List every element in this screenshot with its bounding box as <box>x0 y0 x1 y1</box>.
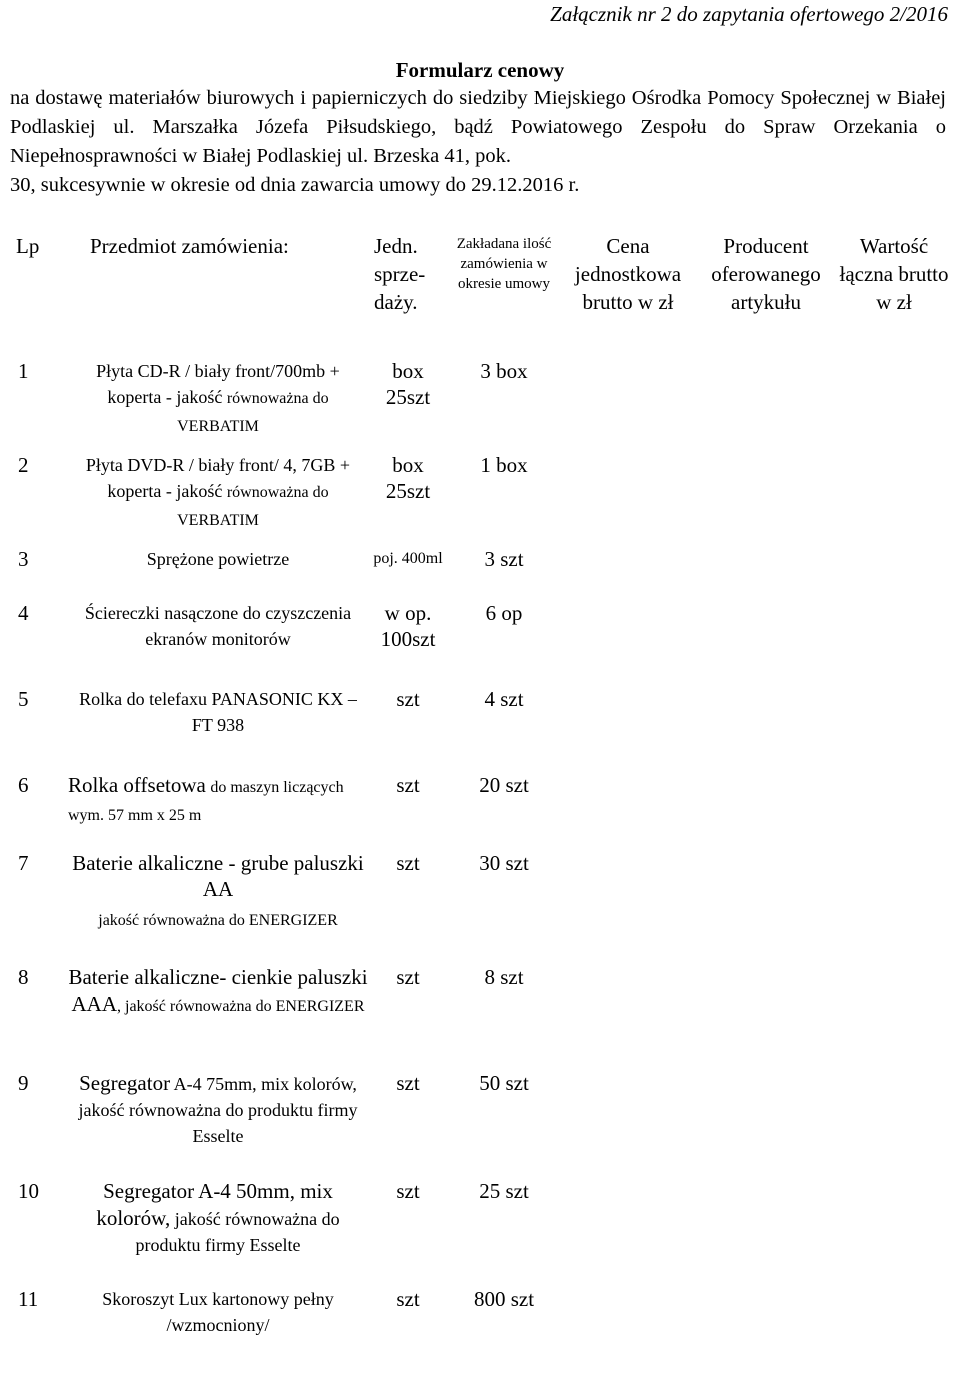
row-item <box>68 1286 368 1362</box>
row-qty: 8 szt <box>484 965 524 989</box>
row-qty: 4 szt <box>484 687 524 711</box>
table-row <box>8 600 952 686</box>
row-item-main: Rolka offsetowa <box>68 773 206 797</box>
row-qty: 30 szt <box>479 851 529 875</box>
row-producer[interactable] <box>696 850 836 964</box>
table-row <box>8 546 952 600</box>
row-total[interactable] <box>836 964 952 1070</box>
row-total[interactable] <box>836 686 952 772</box>
row-unit: szt <box>396 687 420 711</box>
row-item-main: Sprężone powietrze <box>146 549 290 569</box>
row-item-extra: jakość równoważna do produktu firmy Esselte <box>135 1209 340 1255</box>
row-price[interactable] <box>560 546 696 600</box>
table-row <box>8 358 952 452</box>
table-row <box>8 964 952 1070</box>
intro-text: na dostawę materiałów biurowych i papierniczych do siedziby Miejskiego Ośrodka Pomocy Społecznej w Białej Podlaskiej ul. Marszałka Józefa Piłsudskiego, bądź Powiatowego Zespołu do Spraw Orzekania o Niepełnosprawności w Białej Podlaskiej ul. Brzeska 41, pok. <box>10 87 946 167</box>
row-item-extra: równoważna do VERBATIM <box>177 484 329 529</box>
row-lp: 7 <box>18 851 29 875</box>
row-item-extra: równoważna do VERBATIM <box>177 390 329 435</box>
row-price[interactable] <box>560 772 696 850</box>
row-total[interactable] <box>836 600 952 686</box>
col-header-price: Cena jednostkowa brutto w zł <box>574 234 682 314</box>
row-item <box>68 546 368 600</box>
row-price[interactable] <box>560 358 696 452</box>
col-header-unit: Jedn. sprze-daży. <box>374 234 426 314</box>
row-item-main: Baterie alkaliczne- cienkie paluszki AAA <box>68 965 368 1016</box>
row-item <box>68 964 368 1070</box>
row-qty: 6 op <box>485 601 523 625</box>
row-unit: szt <box>396 851 420 875</box>
row-producer[interactable] <box>696 452 836 546</box>
table-row <box>8 1178 952 1286</box>
row-unit: box 25szt <box>385 453 431 503</box>
row-unit: box 25szt <box>385 359 431 409</box>
row-item-extra: jakość równoważna do ENERGIZER <box>98 912 338 929</box>
row-item-main: Segregator A-4 50mm, mix kolorów, <box>96 1179 333 1230</box>
row-price[interactable] <box>560 1178 696 1286</box>
table-row <box>8 686 952 772</box>
table-header-row <box>8 230 952 358</box>
row-producer[interactable] <box>696 1178 836 1286</box>
row-lp: 1 <box>18 359 29 383</box>
row-item-extra: , jakość równoważna do ENERGIZER <box>117 998 365 1015</box>
row-item <box>68 850 368 964</box>
row-qty: 25 szt <box>479 1179 529 1203</box>
page-title: Formularz cenowy <box>395 58 565 82</box>
row-qty: 800 szt <box>473 1287 535 1311</box>
col-header-lp: Lp <box>16 234 40 258</box>
row-lp: 5 <box>18 687 29 711</box>
row-item-main: Baterie alkaliczne - grube paluszki AA <box>72 851 364 901</box>
row-qty: 20 szt <box>479 773 529 797</box>
table-row <box>8 850 952 964</box>
row-producer[interactable] <box>696 358 836 452</box>
row-total[interactable] <box>836 850 952 964</box>
row-unit: poj. 400ml <box>373 550 443 567</box>
table-row <box>8 1286 952 1362</box>
row-unit: szt <box>396 1287 420 1311</box>
row-producer[interactable] <box>696 600 836 686</box>
row-qty: 3 szt <box>484 547 524 571</box>
row-total[interactable] <box>836 1070 952 1178</box>
row-unit: szt <box>396 965 420 989</box>
row-lp: 6 <box>18 773 29 797</box>
row-lp: 2 <box>18 453 29 477</box>
row-item-main: Rolka do telefaxu PANASONIC KX – FT 938 <box>79 689 357 735</box>
row-total[interactable] <box>836 1178 952 1286</box>
row-price[interactable] <box>560 964 696 1070</box>
row-item <box>68 600 368 686</box>
intro-paragraph <box>10 84 946 200</box>
row-lp: 8 <box>18 965 29 989</box>
row-producer[interactable] <box>696 546 836 600</box>
row-total[interactable] <box>836 772 952 850</box>
price-table <box>8 230 952 1362</box>
row-producer[interactable] <box>696 964 836 1070</box>
row-item <box>68 452 368 546</box>
intro-text-last: 30, sukcesywnie w okresie od dnia zawarcia umowy do 29.12.2016 r. <box>10 174 580 196</box>
row-producer[interactable] <box>696 686 836 772</box>
row-unit: szt <box>396 1179 420 1203</box>
row-unit: szt <box>396 1071 420 1095</box>
row-item <box>68 358 368 452</box>
row-producer[interactable] <box>696 1286 836 1362</box>
row-item <box>68 686 368 772</box>
row-item <box>68 772 368 850</box>
row-price[interactable] <box>560 850 696 964</box>
row-qty: 50 szt <box>479 1071 529 1095</box>
row-lp: 4 <box>18 601 29 625</box>
row-item <box>68 1178 368 1286</box>
row-item-main: Płyta DVD-R / biały front/ 4, 7GB + koperta - jakość <box>85 455 351 501</box>
row-qty: 1 box <box>480 453 528 477</box>
row-producer[interactable] <box>696 1070 836 1178</box>
row-item-main: Ściereczki nasączone do czyszczenia ekranów monitorów <box>84 603 352 649</box>
row-price[interactable] <box>560 600 696 686</box>
row-total[interactable] <box>836 452 952 546</box>
row-item-main: Skoroszyt Lux kartonowy pełny /wzmocniony/ <box>102 1289 334 1335</box>
row-price[interactable] <box>560 1070 696 1178</box>
table-row <box>8 1070 952 1178</box>
row-unit: szt <box>396 773 420 797</box>
row-unit: w op. 100szt <box>380 601 436 651</box>
col-header-total: Wartość łączna brutto w zł <box>839 234 949 314</box>
row-item-main: Płyta CD-R / biały front/700mb + koperta - jakość <box>96 361 340 407</box>
col-header-qty: Zakładana ilość zamówienia w okresie umowy <box>456 236 552 292</box>
table-row <box>8 452 952 546</box>
row-item-extra: A-4 75mm, mix kolorów, jakość równoważna do produktu firmy Esselte <box>78 1074 358 1146</box>
row-lp: 11 <box>18 1287 39 1311</box>
row-producer[interactable] <box>696 772 836 850</box>
row-item-extra: do maszyn liczących wym. 57 mm x 25 m <box>68 779 344 824</box>
row-lp: 10 <box>18 1179 39 1203</box>
col-header-producer: Producent oferowanego artykułu <box>711 234 821 314</box>
row-item <box>68 1070 368 1178</box>
attachment-label: Załącznik nr 2 do zapytania ofertowego 2/2016 <box>550 2 948 26</box>
row-total[interactable] <box>836 358 952 452</box>
row-item-main: Segregator <box>79 1071 171 1095</box>
table-row <box>8 772 952 850</box>
row-lp: 3 <box>18 547 29 571</box>
row-total[interactable] <box>836 1286 952 1362</box>
row-price[interactable] <box>560 686 696 772</box>
row-price[interactable] <box>560 1286 696 1362</box>
row-total[interactable] <box>836 546 952 600</box>
row-lp: 9 <box>18 1071 29 1095</box>
col-header-item: Przedmiot zamówienia: <box>90 234 289 258</box>
row-qty: 3 box <box>480 359 528 383</box>
row-price[interactable] <box>560 452 696 546</box>
